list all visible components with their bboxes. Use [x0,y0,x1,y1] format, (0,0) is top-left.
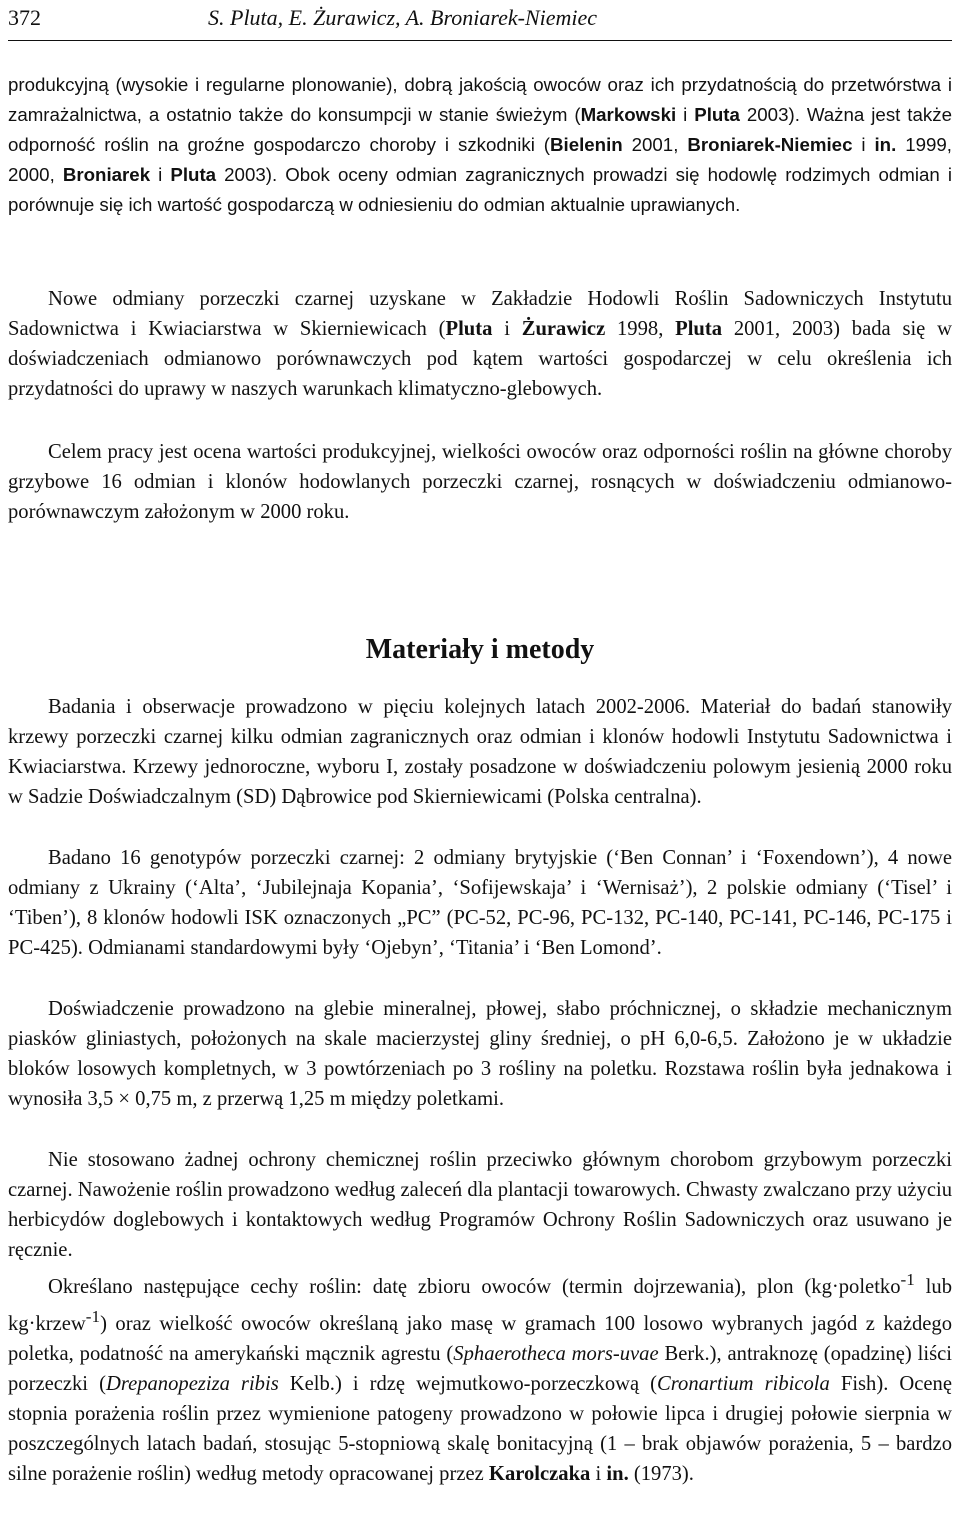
citation-author: Pluta [694,104,740,125]
methods-paragraph-4 [8,1145,952,1265]
paragraph-text: Doświadczenie prowadzono na glebie mineralnej, płowej, słabo próchnicznej, o składzie mechanicznym piasków gliniastych, położonych na skale macierzystej gliny średniej, o pH 6,0-6,5. Założono je w układzie bloków losowych kompletnych, w 3 powtórzeniach po 3 rośliny na poletku. Rozstawa roślin była jednakowa i wynosiła 3,5 × 0,75 m, z przerwą 1,25 m między poletkami. [8,998,952,1110]
text-run: Kelb.) i rdzę wejmutkowo-porzeczkową ( [278,1372,658,1395]
text-run: 1999, 2000, [8,134,952,185]
citation-author: Karolczaka [488,1462,591,1485]
text-run: i [852,134,875,155]
citation-author: Markowski [580,104,677,125]
text-run: Fish). Ocenę stopnia porażenia roślin przez wymienione patogeny prowadzono w połowie lipca i drugiej połowie sierpnia w poszczególnych latach badań, stosując 5-stopniową skalę bonitacyjną (1 – brak objawów porażenia, 5 – bardzo silne porażenie roślin) według metody opracowanej przez [8,1372,952,1485]
paragraph-text [8,70,952,220]
citation-author: Broniarek-Niemiec [687,134,853,155]
intro-paragraph-3 [8,437,952,527]
citation-author: Pluta [170,164,217,185]
species-name: Drepanopeziza ribis [105,1372,279,1395]
citation-author: Pluta [445,318,493,340]
methods-paragraph-1 [8,692,952,812]
text-run: Berk.), antraknozę (opadzinę) liści porzeczki ( [8,1342,952,1395]
running-authors: S. Pluta, E. Żurawicz, A. Broniarek-Niemiec [208,5,598,30]
intro-paragraph-1 [8,70,952,220]
text-run: i [150,164,171,185]
text-run: 2001, [622,134,688,155]
methods-paragraph-5 [8,1265,952,1489]
citation-author: Bielenin [550,134,623,155]
text-run: 2003). Ważna jest także odporność roślin na groźne gospodarczo choroby i szkodniki ( [8,104,952,155]
running-header [8,5,952,39]
paragraph-text [8,284,952,404]
paragraph-text: Celem pracy jest ocena wartości produkcyjnej, wielkości owoców oraz odporności roślin na główne choroby grzybowe 16 odmian i klonów hodowlanych porzeczki czarnej, rosnących w doświadczeniu odmianowo-porównawczym założonym w 2000 roku. [8,441,952,523]
text-run: i [676,104,695,125]
citation-author: in. [874,134,897,155]
methods-paragraph-3 [8,994,952,1114]
paragraph-text: Nie stosowano żadnej ochrony chemicznej roślin przeciwko głównym chorobom grzybowym porzeczki czarnej. Nawożenie roślin prowadzono według zaleceń dla plantacji towarowych. Chwasty zwalczano przy użyciu herbicydów doglebowych i kontaktowych według Programów Ochrony Roślin Sadowniczych oraz usuwano je ręcznie. [8,1149,952,1261]
text-run: Nowe odmiany porzeczki czarnej uzyskane w Zakładzie Hodowli Roślin Sadowniczych Instytutu Sadownictwa i Kwiaciarstwa w Skierniewicach ( [8,288,952,340]
superscript: -1 [900,1270,915,1289]
text-run: Określano następujące cechy roślin: datę zbioru owoców (termin dojrzewania), plon (kg·poletko [48,1275,901,1298]
text-run: i [492,318,522,340]
citation-author: Żurawicz [521,318,606,340]
header-rule [8,40,952,41]
citation-author: in. [606,1462,629,1485]
text-run: ) oraz wielkość owoców określaną jako masę w gramach 100 losowo wybranych jagód z każdego poletka, podatność na amerykański mącznik agrestu ( [8,1312,952,1365]
superscript: -1 [85,1306,101,1326]
citation-author: Broniarek [62,164,151,185]
intro-paragraph-2 [8,284,952,404]
species-name: Sphaerotheca mors-uvae [453,1342,659,1365]
citation-author: Pluta [675,318,723,340]
text-run: 2003). Obok oceny odmian zagranicznych prowadzi się hodowlę rodzimych odmian i porównuje się ich wartość gospodarczą w odniesieniu do odmian aktualnie uprawianych. [8,164,952,215]
section-heading: Materiały i metody [365,634,595,666]
methods-paragraph-2 [8,843,952,963]
text-run: produkcyjną (wysokie i regularne plonowanie), dobrą jakością owoców oraz ich przydatnością do przetwórstwa i zamrażalnictwa, a ostatnio także do konsumpcji w stanie świeżym ( [8,74,952,125]
text-run: 1998, [605,318,676,340]
paragraph-text: Badano 16 genotypów porzeczki czarnej: 2 odmiany brytyjskie (‘Ben Connan’ i ‘Foxendown’), 4 nowe odmiany z Ukrainy (‘Alta’, ‘Jubilejnaja Kopania’, ‘Sofijewskaja’ i ‘Wernisaż’), 2 polskie odmiany (‘Tisel’ i ‘Tiben’), 8 klonów hodowli ISK oznaczonych „PC” (PC-52, PC-96, PC-132, PC-140, PC-141, PC-146, PC-175 i PC-425). Odmianami standardowymi były ‘Ojebyn’, ‘Titania’ i ‘Ben Lomond’. [8,847,952,959]
page-number: 372 [8,5,41,30]
text-run: (1973). [628,1462,694,1485]
text-run: lub kg·krzew [8,1275,952,1335]
text-run: 2001, 2003) bada się w doświadczeniach odmianowo porównawczych pod kątem wartości gospodarczej w celu określenia ich przydatności do uprawy w naszych warunkach klimatyczno-glebowych. [8,318,952,400]
text-run: i [590,1462,607,1485]
paragraph-text [8,1265,952,1489]
species-name: Cronartium ribicola [657,1372,830,1395]
paragraph-text: Badania i obserwacje prowadzono w pięciu kolejnych latach 2002-2006. Materiał do badań stanowiły krzewy porzeczki czarnej kilku odmian zagranicznych oraz odmian i klonów hodowli Instytutu Sadownictwa i Kwiaciarstwa. Krzewy jednoroczne, wyboru I, zostały posadzone w doświadczeniu polowym jesienią 2000 roku w Sadzie Doświadczalnym (SD) Dąbrowice pod Skierniewicami (Polska centralna). [8,696,952,808]
